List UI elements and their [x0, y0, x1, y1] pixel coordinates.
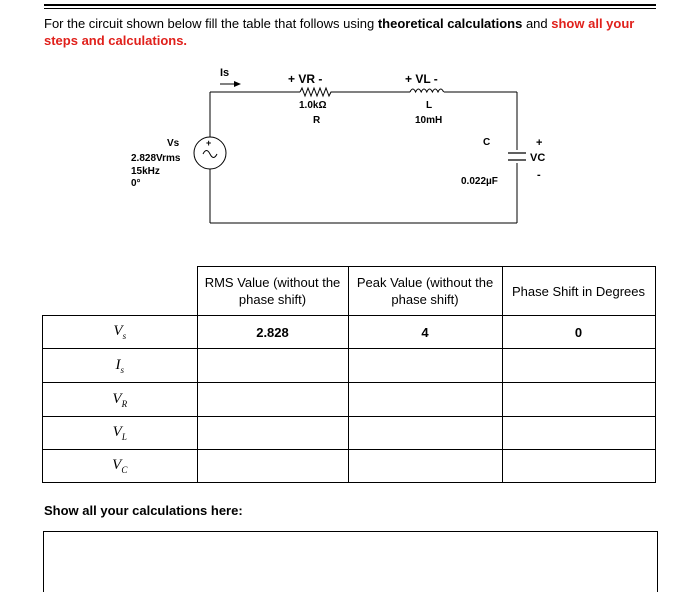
cell-is-peak[interactable]: [348, 349, 502, 383]
calculations-box[interactable]: [43, 531, 658, 592]
table-row: [43, 417, 656, 450]
table-row: [43, 450, 656, 483]
cell-vs-rms[interactable]: 2.828: [197, 316, 348, 349]
symbol-letter: V: [112, 390, 122, 407]
instructions-text: For the circuit shown below fill the table that follows using: [44, 16, 378, 31]
cell-is-phase[interactable]: [502, 349, 655, 383]
cell-vc-rms[interactable]: [197, 450, 348, 483]
symbol-sub: R: [121, 398, 128, 409]
instructions-red: show all your steps and calculations.: [44, 16, 635, 48]
resistor-name: R: [313, 115, 321, 126]
instructions-and: and: [522, 16, 552, 31]
source-rms: 2.828Vrms: [131, 153, 181, 164]
table-row: [43, 316, 656, 349]
cell-vr-peak[interactable]: [348, 383, 502, 417]
header-empty-cell: [43, 267, 198, 316]
cell-vc-peak[interactable]: [348, 450, 502, 483]
cell-vr-phase[interactable]: [502, 383, 655, 417]
symbol-letter: V: [112, 424, 122, 440]
row-symbol-vl: [43, 417, 198, 450]
calculations-label: Show all your calculations here:: [44, 503, 243, 518]
symbol-sub: L: [121, 432, 127, 442]
row-symbol-vc: [43, 450, 198, 483]
row-symbol-vr: [43, 383, 198, 417]
cell-vs-peak[interactable]: 4: [348, 316, 502, 349]
capacitor-symbol: [508, 153, 526, 160]
inductor-value: 10mH: [415, 115, 443, 126]
symbol-sub: s: [122, 331, 127, 341]
circuit-diagram: [0, 0, 700, 265]
header-peak: Peak Value (without the phase shift): [348, 267, 502, 316]
cell-vc-phase[interactable]: [502, 450, 655, 483]
capacitor-name: C: [483, 137, 491, 148]
vc-minus: -: [537, 169, 541, 181]
row-symbol-vs: [43, 316, 198, 349]
cell-vr-rms[interactable]: [197, 383, 348, 417]
source-plus: +: [206, 138, 212, 148]
source-freq: 15kHz: [131, 166, 160, 177]
capacitor-value: 0.022µF: [461, 176, 498, 187]
header-rms: RMS Value (without the phase shift): [197, 267, 348, 316]
current-label: Is: [220, 67, 230, 79]
symbol-sub: s: [120, 364, 124, 375]
symbol-letter: V: [112, 457, 122, 473]
cell-vl-phase[interactable]: [502, 417, 655, 450]
cell-vl-peak[interactable]: [348, 417, 502, 450]
resistor-value: 1.0kΩ: [299, 100, 327, 111]
vc-plus: +: [536, 137, 543, 149]
source-name: Vs: [167, 138, 180, 149]
instructions-bold: theoretical calculations: [377, 16, 523, 31]
cell-vs-phase[interactable]: 0: [502, 316, 655, 349]
symbol-letter: I: [115, 356, 121, 373]
resistor-symbol: [300, 88, 333, 96]
row-symbol-is: [43, 349, 198, 383]
vr-label: + VR -: [288, 72, 323, 86]
circuit-wires: [210, 92, 517, 223]
source-phase: 0°: [131, 178, 141, 189]
results-table: [42, 266, 656, 483]
cell-vl-rms[interactable]: [197, 417, 348, 450]
current-arrow: [220, 81, 241, 87]
inductor-name: L: [426, 100, 433, 111]
header-phase: Phase Shift in Degrees: [502, 267, 655, 316]
table-row: [43, 349, 656, 383]
table-header-row: [43, 267, 656, 316]
inductor-symbol: [410, 89, 444, 92]
cell-is-rms[interactable]: [197, 349, 348, 383]
table-row: [43, 383, 656, 417]
symbol-sub: C: [121, 465, 128, 475]
vc-label: VC: [530, 152, 546, 164]
symbol-letter: V: [113, 323, 123, 339]
vl-label: + VL -: [405, 72, 438, 86]
